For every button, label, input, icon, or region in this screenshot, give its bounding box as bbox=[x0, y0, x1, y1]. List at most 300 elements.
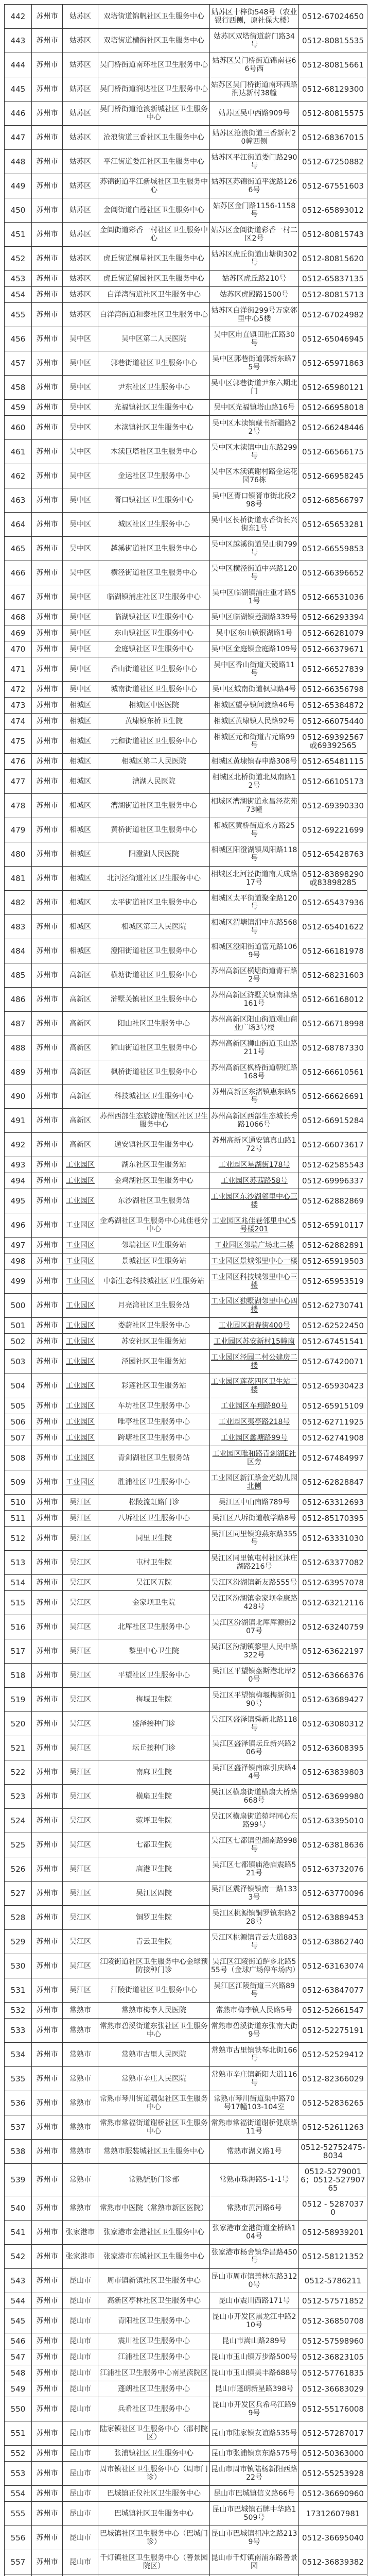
cell-district bbox=[63, 2333, 98, 2349]
cell-row-number bbox=[5, 2140, 32, 2164]
cell-city bbox=[32, 400, 63, 416]
cell-city bbox=[32, 625, 63, 641]
cell-phone bbox=[299, 1857, 367, 1882]
city-text: 苏州市 bbox=[37, 2075, 58, 2083]
site-name-text: 陆家镇社区卫生服务中心（邵村院区） bbox=[100, 2425, 208, 2442]
address-text: 常熟市黄河路6号 bbox=[227, 2204, 282, 2212]
cell-row-number bbox=[5, 2446, 32, 2462]
table-row bbox=[5, 2462, 367, 2486]
cell-address bbox=[210, 1591, 299, 1615]
cell-city bbox=[32, 1374, 63, 1398]
row-number-text: 494 bbox=[11, 1176, 26, 1185]
table-row bbox=[5, 2526, 367, 2550]
site-name-text: 临湖镇浦庄社区卫生服务中心 bbox=[107, 593, 201, 601]
city-text: 苏州市 bbox=[37, 2534, 58, 2542]
cell-address bbox=[210, 2574, 299, 2576]
cell-site-name bbox=[98, 2019, 210, 2043]
phone-text: 0512-63080312 bbox=[302, 1719, 364, 1728]
address-text: 相城区太平街道聚金路120号 bbox=[212, 894, 297, 911]
site-name-text: 元和街道社区卫生服务中心 bbox=[111, 737, 197, 745]
cell-site-name bbox=[98, 2349, 210, 2365]
cell-city bbox=[32, 223, 63, 247]
district-text: 吴江区 bbox=[69, 1514, 91, 1522]
cell-site-name bbox=[98, 867, 210, 891]
cell-row-number bbox=[5, 488, 32, 513]
cell-site-name bbox=[98, 2164, 210, 2196]
row-number-text: 459 bbox=[11, 403, 26, 412]
phone-text: 0512-68566797 bbox=[302, 496, 364, 505]
cell-district bbox=[63, 1978, 98, 2003]
table-row bbox=[5, 2003, 367, 2019]
cell-district bbox=[63, 440, 98, 464]
cell-phone bbox=[299, 2043, 367, 2067]
address-text: 吴江区盛泽镇坛丘新兴路206号 bbox=[213, 1740, 296, 1756]
table-row bbox=[5, 915, 367, 939]
table-row bbox=[5, 770, 367, 794]
site-name-text: 漕湖街道社区卫生服务中心 bbox=[111, 802, 197, 810]
district-text: 吴江区 bbox=[69, 1962, 91, 1970]
cell-district bbox=[63, 1954, 98, 1978]
cell-phone bbox=[299, 1954, 367, 1978]
row-number-text: 536 bbox=[11, 2098, 26, 2108]
phone-text: 0512-83898290或83898285 bbox=[302, 870, 364, 887]
row-number-text: 515 bbox=[11, 1598, 26, 1607]
table-row bbox=[5, 1882, 367, 1906]
row-number-text: 534 bbox=[11, 2050, 26, 2059]
address-text: 吴中区光福镇塔山路16号 bbox=[214, 403, 295, 412]
cell-phone bbox=[299, 271, 367, 287]
district-text: 工业园区 bbox=[66, 1454, 95, 1462]
cell-city bbox=[32, 271, 63, 287]
cell-phone bbox=[299, 730, 367, 754]
cell-site-name bbox=[98, 915, 210, 939]
site-name-text: 青剑湖社区卫生服务站 bbox=[118, 1454, 190, 1462]
table-row bbox=[5, 1688, 367, 1712]
cell-phone bbox=[299, 1906, 367, 1930]
cell-site-name bbox=[98, 2140, 210, 2164]
cell-phone bbox=[299, 2365, 367, 2381]
phone-text: 0512-69390330 bbox=[302, 801, 364, 810]
table-row bbox=[5, 2269, 367, 2293]
cell-site-name bbox=[98, 77, 210, 101]
cell-district bbox=[63, 247, 98, 271]
row-number-text: 511 bbox=[11, 1514, 26, 1523]
cell-row-number bbox=[5, 641, 32, 657]
cell-address bbox=[210, 561, 299, 585]
site-name-text: 彩莲社区卫生服务站 bbox=[121, 1382, 186, 1390]
cell-address bbox=[210, 1253, 299, 1269]
address-text: 姑苏区白洋街299号万家邻里中心5楼 bbox=[212, 307, 297, 323]
cell-phone bbox=[299, 1591, 367, 1615]
table-row bbox=[5, 1511, 367, 1527]
city-text: 苏州市 bbox=[37, 1534, 58, 1543]
cell-site-name bbox=[98, 1430, 210, 1446]
table-row bbox=[5, 2293, 367, 2309]
phone-text: 0512-57287017 bbox=[302, 2429, 364, 2438]
site-name-text: 横塘街道社区卫生服务中心 bbox=[111, 971, 197, 979]
cell-site-name bbox=[98, 271, 210, 287]
table-row bbox=[5, 1978, 367, 2003]
site-name-text: 邻瑞社区卫生服务站 bbox=[121, 1241, 186, 1249]
cell-address bbox=[210, 1238, 299, 1253]
cell-site-name bbox=[98, 939, 210, 963]
table-row bbox=[5, 561, 367, 585]
site-name-text: 澄阳街道社区卫生服务中心 bbox=[111, 947, 197, 955]
cell-row-number bbox=[5, 842, 32, 867]
cell-district bbox=[63, 1060, 98, 1084]
cell-row-number bbox=[5, 1294, 32, 1318]
city-text: 苏州市 bbox=[37, 1141, 58, 1149]
site-name-text: 越溪街道社区卫生服务中心 bbox=[111, 545, 197, 553]
city-text: 苏州市 bbox=[37, 1744, 58, 1752]
table-row bbox=[5, 1173, 367, 1189]
cell-phone bbox=[299, 1109, 367, 1133]
site-name-text: 枫桥街道社区卫生服务中心 bbox=[111, 1068, 197, 1076]
cell-site-name bbox=[98, 416, 210, 440]
cell-site-name bbox=[98, 327, 210, 351]
cell-row-number bbox=[5, 714, 32, 730]
site-name-text: 城区社区卫生服务中心 bbox=[118, 520, 190, 529]
cell-row-number bbox=[5, 2221, 32, 2245]
cell-row-number bbox=[5, 2333, 32, 2349]
site-name-text: 铜罗卫生院 bbox=[136, 1913, 172, 1922]
site-name-text: 常熟市辛庄人民医院 bbox=[121, 2075, 186, 2083]
cell-district bbox=[63, 770, 98, 794]
address-text: 昆山市嵩山路289号 bbox=[222, 2337, 287, 2345]
phone-text: 0512-52275191 bbox=[302, 2026, 364, 2035]
cell-district bbox=[63, 1575, 98, 1591]
row-number-text: 505 bbox=[11, 1401, 26, 1411]
cell-city bbox=[32, 657, 63, 682]
table-row bbox=[5, 2333, 367, 2349]
cell-phone bbox=[299, 2115, 367, 2140]
cell-city bbox=[32, 2043, 63, 2067]
site-name-text: 菀坪卫生院 bbox=[136, 1817, 172, 1825]
table-row bbox=[5, 794, 367, 818]
city-text: 苏州市 bbox=[37, 2353, 58, 2361]
cell-row-number bbox=[5, 1615, 32, 1639]
site-name-text: 江陵街道社区卫生服务中心金球预防接种门诊 bbox=[100, 1958, 208, 1974]
address-text: 苏州高新区西部生态城长秀路1066号 bbox=[211, 1112, 297, 1129]
address-text: 张家港市金港街道金桥路104号 bbox=[213, 2224, 296, 2241]
cell-address bbox=[210, 1334, 299, 1350]
row-number-text: 508 bbox=[11, 1453, 26, 1463]
site-name-text: 张家港市东城社区卫生服务中心 bbox=[103, 2252, 204, 2261]
table-row bbox=[5, 988, 367, 1012]
cell-city bbox=[32, 2269, 63, 2293]
cell-site-name bbox=[98, 1189, 210, 1213]
cell-phone bbox=[299, 2196, 367, 2221]
table-row bbox=[5, 77, 367, 101]
cell-city bbox=[32, 609, 63, 625]
city-text: 苏州市 bbox=[37, 12, 58, 21]
cell-row-number bbox=[5, 561, 32, 585]
phone-text: 0512-65428763 bbox=[302, 850, 364, 859]
site-name-text: 常熟市常福街道谢桥社区卫生服务中心 bbox=[100, 2119, 208, 2136]
cell-site-name bbox=[98, 1318, 210, 1334]
row-number-text: 506 bbox=[11, 1417, 26, 1427]
cell-district bbox=[63, 400, 98, 416]
district-text: 吴中区 bbox=[69, 629, 91, 637]
phone-text: 0512-66379671 bbox=[302, 645, 364, 654]
address-text: 相城区元和街道古元路99号 bbox=[214, 733, 295, 750]
phone-text: 0512-66105173 bbox=[302, 777, 364, 786]
cell-address bbox=[210, 2446, 299, 2462]
cell-site-name bbox=[98, 1760, 210, 1785]
city-text: 苏州市 bbox=[37, 1841, 58, 1849]
cell-city bbox=[32, 1012, 63, 1036]
cell-phone bbox=[299, 2574, 367, 2576]
row-number-text: 548 bbox=[11, 2368, 26, 2378]
cell-address bbox=[210, 1551, 299, 1575]
cell-phone bbox=[299, 1809, 367, 1833]
cell-phone bbox=[299, 1446, 367, 1470]
address-text: 吴中区木渎镇谢村路金运花园76栋 bbox=[211, 468, 297, 484]
phone-text: 0512-67024982 bbox=[302, 310, 364, 319]
site-name-text: 松陵流虹路门诊 bbox=[129, 1498, 179, 1506]
phone-text: 0512-80815620 bbox=[302, 254, 364, 263]
address-text: 苏州高新区狮山街道玉山路211号 bbox=[211, 1040, 297, 1056]
address-text: 吴江区七都镇望湖南路998号 bbox=[212, 1837, 297, 1853]
address-text: 吴中区木渎镇中山东路299号 bbox=[212, 444, 297, 460]
cell-address bbox=[210, 2043, 299, 2067]
table-row bbox=[5, 1398, 367, 1414]
cell-row-number bbox=[5, 770, 32, 794]
cell-phone bbox=[299, 1511, 367, 1527]
cell-row-number bbox=[5, 1736, 32, 1760]
address-text: 工业园区泾园二村公建房二楼 bbox=[211, 1353, 297, 1370]
address-text: 常熟市常福街道谢桥健康路11号 bbox=[211, 2119, 297, 2136]
table-row bbox=[5, 939, 367, 963]
city-text: 苏州市 bbox=[37, 874, 58, 883]
cell-city bbox=[32, 327, 63, 351]
site-name-text: 横泾街道社区卫生服务中心 bbox=[111, 569, 197, 577]
cell-row-number bbox=[5, 1334, 32, 1350]
cell-site-name bbox=[98, 150, 210, 174]
district-text: 姑苏区 bbox=[69, 206, 91, 214]
cell-city bbox=[32, 2574, 63, 2576]
phone-text: 0512-62711925 bbox=[302, 1417, 364, 1427]
row-number-text: 483 bbox=[11, 922, 26, 931]
city-text: 苏州市 bbox=[37, 2147, 58, 2156]
district-text: 高新区 bbox=[69, 1141, 91, 1149]
cell-address bbox=[210, 1269, 299, 1294]
cell-site-name bbox=[98, 1639, 210, 1664]
city-text: 苏州市 bbox=[37, 757, 58, 766]
cell-city bbox=[32, 2462, 63, 2486]
site-name-text: 阳澄湖人民医院 bbox=[129, 850, 179, 858]
district-text: 工业园区 bbox=[66, 1358, 95, 1366]
district-text: 高新区 bbox=[69, 1116, 91, 1125]
table-row bbox=[5, 1334, 367, 1350]
phone-text: 0512-65980121 bbox=[302, 383, 364, 392]
city-text: 苏州市 bbox=[37, 2405, 58, 2413]
city-text: 苏州市 bbox=[37, 2277, 58, 2285]
cell-address bbox=[210, 2381, 299, 2397]
phone-text: 0512-80815743 bbox=[302, 230, 364, 239]
cell-district bbox=[63, 1253, 98, 1269]
cell-row-number bbox=[5, 2381, 32, 2397]
cell-district bbox=[63, 2221, 98, 2245]
district-text: 高新区 bbox=[69, 971, 91, 979]
city-text: 苏州市 bbox=[37, 1277, 58, 1285]
cell-city bbox=[32, 842, 63, 867]
cell-district bbox=[63, 1430, 98, 1446]
cell-address bbox=[210, 2462, 299, 2486]
district-text: 吴中区 bbox=[69, 448, 91, 456]
phone-text: 0512-52790016；0512-52790765 bbox=[301, 2167, 365, 2193]
phone-text: 0512-66718998 bbox=[302, 1019, 364, 1028]
site-name-text: 胥口镇社区卫生服务中心 bbox=[114, 496, 193, 504]
cell-district bbox=[63, 585, 98, 609]
table-row bbox=[5, 2221, 367, 2245]
table-row bbox=[5, 1157, 367, 1173]
phone-text: 0512-68367015 bbox=[302, 133, 364, 142]
site-name-text: 周市镇社区卫生服务中心（周市门诊） bbox=[100, 2465, 208, 2482]
table-row bbox=[5, 1133, 367, 1157]
cell-row-number bbox=[5, 327, 32, 351]
table-row bbox=[5, 730, 367, 754]
cell-site-name bbox=[98, 2486, 210, 2502]
address-text: 昆山市千灯镇南浦东路善景园 bbox=[211, 2554, 297, 2570]
city-text: 苏州市 bbox=[37, 2337, 58, 2345]
table-row bbox=[5, 1084, 367, 1109]
cell-site-name bbox=[98, 2526, 210, 2550]
address-text: 昆山市蓬朗新星路398号 bbox=[215, 2385, 294, 2393]
cell-district bbox=[63, 1084, 98, 1109]
site-name-text: 七都卫生院 bbox=[136, 1841, 172, 1849]
phone-text: 0512-66356798 bbox=[302, 685, 364, 694]
cell-row-number bbox=[5, 2486, 32, 2502]
phone-text: 0512-67420071 bbox=[302, 1357, 364, 1366]
cell-site-name bbox=[98, 2550, 210, 2574]
cell-row-number bbox=[5, 794, 32, 818]
table-row bbox=[5, 1060, 367, 1084]
cell-city bbox=[32, 2486, 63, 2502]
cell-site-name bbox=[98, 2067, 210, 2091]
cell-district bbox=[63, 1269, 98, 1294]
cell-row-number bbox=[5, 1133, 32, 1157]
phone-text: 0512-52752475-8034 bbox=[301, 2143, 365, 2160]
cell-district bbox=[63, 101, 98, 126]
cell-district bbox=[63, 2574, 98, 2576]
cell-site-name bbox=[98, 2309, 210, 2333]
cell-city bbox=[32, 963, 63, 988]
city-text: 苏州市 bbox=[37, 1579, 58, 1587]
city-text: 苏州市 bbox=[37, 206, 58, 214]
district-text: 相城区 bbox=[69, 717, 91, 725]
cell-site-name bbox=[98, 2502, 210, 2526]
site-name-text: 金鸡湖社区卫生服务中心 bbox=[114, 1177, 193, 1185]
site-name-text: 苏州西部生态旅游度假区社区卫生服务中心 bbox=[100, 1112, 208, 1129]
cell-row-number bbox=[5, 1688, 32, 1712]
city-text: 苏州市 bbox=[37, 2429, 58, 2437]
cell-row-number bbox=[5, 867, 32, 891]
phone-text: 0512-80815535 bbox=[302, 36, 364, 45]
city-text: 苏州市 bbox=[37, 685, 58, 693]
site-name-text: 蓬朗社区卫生服务中心 bbox=[118, 2385, 190, 2393]
cell-city bbox=[32, 1833, 63, 1857]
cell-site-name bbox=[98, 126, 210, 150]
row-number-text: 526 bbox=[11, 1865, 26, 1874]
cell-address bbox=[210, 891, 299, 915]
cell-row-number bbox=[5, 2365, 32, 2381]
cell-district bbox=[63, 1157, 98, 1173]
cell-address bbox=[210, 1978, 299, 2003]
address-text: 相城区黄埭镇春申路308号 bbox=[212, 757, 297, 766]
cell-address bbox=[210, 513, 299, 537]
row-number-text: 549 bbox=[11, 2384, 26, 2394]
district-text: 常熟市 bbox=[69, 2050, 91, 2059]
row-number-text: 520 bbox=[11, 1719, 26, 1728]
cell-city bbox=[32, 2164, 63, 2196]
city-text: 苏州市 bbox=[37, 1197, 58, 1205]
city-text: 苏州市 bbox=[37, 1116, 58, 1125]
phone-text: 0512-65893012 bbox=[302, 206, 364, 215]
cell-address bbox=[210, 198, 299, 223]
cell-phone bbox=[299, 327, 367, 351]
cell-district bbox=[63, 53, 98, 77]
table-row bbox=[5, 2421, 367, 2446]
cell-city bbox=[32, 126, 63, 150]
site-name-text: 胜浦社区卫生服务中心 bbox=[118, 1478, 190, 1486]
cell-site-name bbox=[98, 1238, 210, 1253]
table-row bbox=[5, 440, 367, 464]
cell-row-number bbox=[5, 1350, 32, 1374]
cell-city bbox=[32, 1398, 63, 1414]
row-number-text: 531 bbox=[11, 1986, 26, 1995]
cell-phone bbox=[299, 1639, 367, 1664]
cell-site-name bbox=[98, 1294, 210, 1318]
site-name-text: 尹东社区卫生服务中心 bbox=[118, 383, 190, 392]
phone-text: 0512-65919503 bbox=[302, 1257, 364, 1266]
phone-text: 0512-62882891 bbox=[302, 1241, 364, 1250]
district-text: 昆山市 bbox=[69, 2405, 91, 2413]
cell-district bbox=[63, 939, 98, 963]
city-text: 苏州市 bbox=[37, 1044, 58, 1052]
district-text: 姑苏区 bbox=[69, 291, 91, 299]
row-number-text: 514 bbox=[11, 1578, 26, 1587]
table-row bbox=[5, 537, 367, 561]
city-text: 苏州市 bbox=[37, 2006, 58, 2014]
district-text: 工业园区 bbox=[66, 1221, 95, 1229]
cell-phone bbox=[299, 1012, 367, 1036]
district-text: 吴中区 bbox=[69, 665, 91, 673]
cell-site-name bbox=[98, 2421, 210, 2446]
address-text: 相城区北桥街道北凤南路12号 bbox=[213, 773, 296, 790]
city-text: 苏州市 bbox=[37, 275, 58, 283]
cell-district bbox=[63, 351, 98, 376]
site-name-text: 高新区亭林社区卫生服务中心 bbox=[107, 2297, 201, 2305]
district-text: 姑苏区 bbox=[69, 230, 91, 239]
cell-district bbox=[63, 1238, 98, 1253]
cell-row-number bbox=[5, 891, 32, 915]
city-text: 苏州市 bbox=[37, 423, 58, 432]
cell-city bbox=[32, 1430, 63, 1446]
cell-city bbox=[32, 2196, 63, 2221]
cell-district bbox=[63, 698, 98, 714]
cell-city bbox=[32, 1712, 63, 1736]
cell-city bbox=[32, 513, 63, 537]
table-row bbox=[5, 376, 367, 400]
cell-address bbox=[210, 2526, 299, 2550]
table-row bbox=[5, 126, 367, 150]
district-text: 工业园区 bbox=[66, 1197, 95, 1205]
cell-address bbox=[210, 223, 299, 247]
city-text: 苏州市 bbox=[37, 2489, 58, 2498]
district-text: 常熟市 bbox=[69, 2075, 91, 2083]
cell-phone bbox=[299, 2526, 367, 2550]
